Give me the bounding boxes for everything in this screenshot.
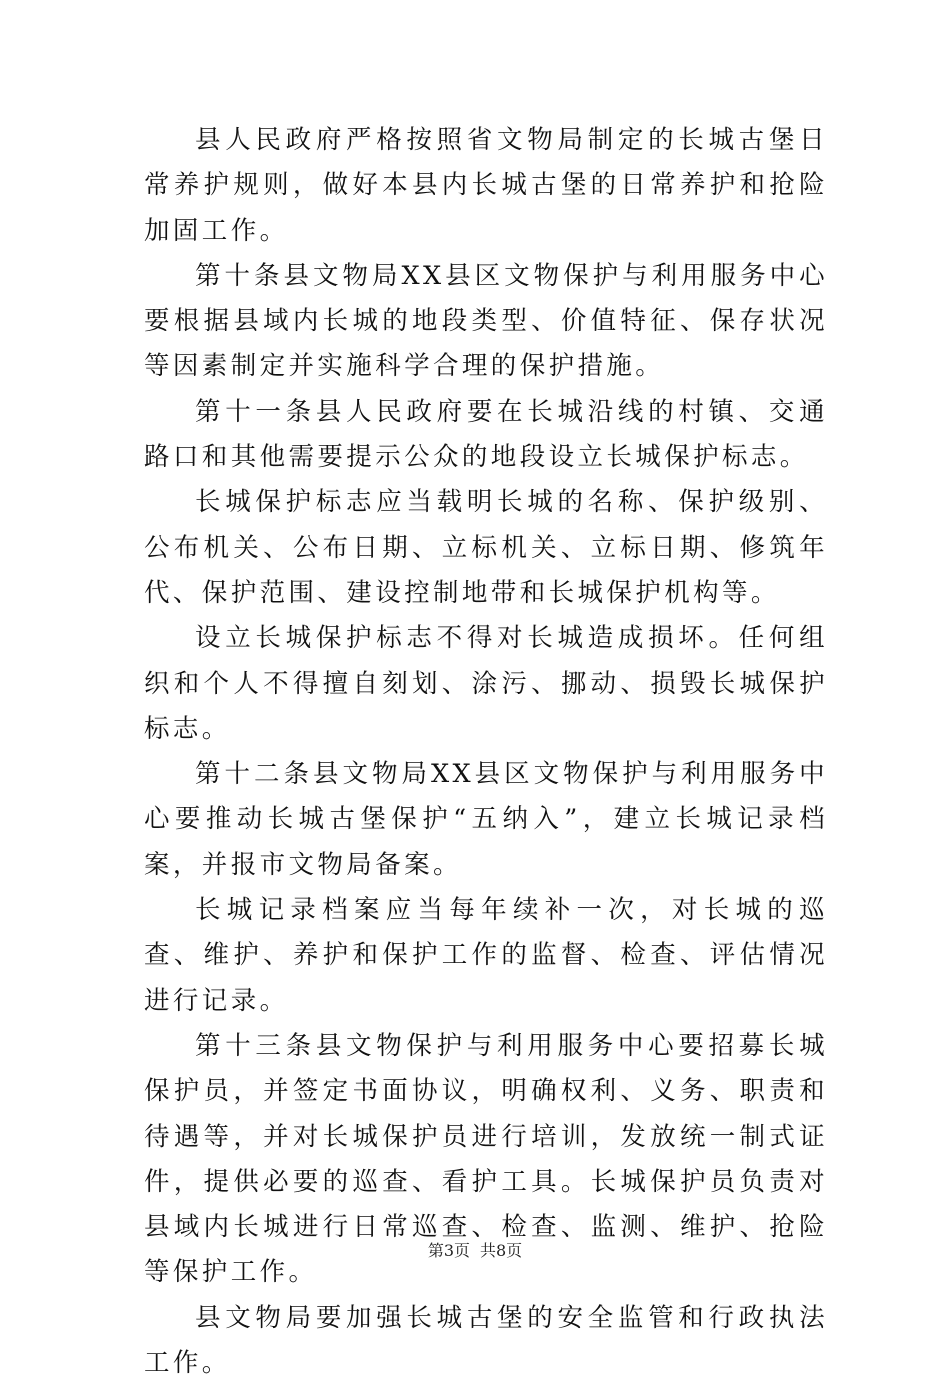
- paragraph: 第十条县文物局XX县区文物保护与利用服务中心要根据县域内长城的地段类型、价值特征、保存状况等因素制定并实施科学合理的保护措施。: [144, 260, 828, 382]
- paragraph: 县人民政府严格按照省文物局制定的长城古堡日常养护规则，做好本县内长城古堡的日常养护和抢险加固工作。: [144, 125, 828, 246]
- page-footer: [0, 1240, 950, 1262]
- page-total: 共8页: [480, 1241, 523, 1260]
- paragraph: 长城记录档案应当每年续补一次，对长城的巡查、维护、养护和保护工作的监督、检查、评估情况进行记录。: [144, 895, 828, 1016]
- paragraph: 设立长城保护标志不得对长城造成损坏。任何组织和个人不得擅自刻划、涂污、挪动、损毁长城保护标志。: [144, 623, 828, 744]
- paragraph: 县文物局要加强长城古堡的安全监管和行政执法工作。: [144, 1302, 828, 1379]
- document-body: [144, 118, 828, 1386]
- paragraph: 第十三条县文物保护与利用服务中心要招募长城保护员，并签定书面协议，明确权利、义务、职责和待遇等，并对长城保护员进行培训，发放统一制式证件，提供必要的巡查、看护工具。长城保护员负责对县域内长城进行日常巡查、检查、监测、维护、抢险等保护工作。: [144, 1030, 828, 1288]
- page-number: 第3页: [427, 1241, 470, 1260]
- paragraph: 第十二条县文物局XX县区文物保护与利用服务中心要推动长城古堡保护“五纳入”，建立长城记录档案，并报市文物局备案。: [144, 759, 828, 880]
- paragraph: 长城保护标志应当载明长城的名称、保护级别、公布机关、公布日期、立标机关、立标日期、修筑年代、保护范围、建设控制地带和长城保护机构等。: [144, 487, 828, 608]
- paragraph: 第十一条县人民政府要在长城沿线的村镇、交通路口和其他需要提示公众的地段设立长城保护标志。: [144, 396, 828, 473]
